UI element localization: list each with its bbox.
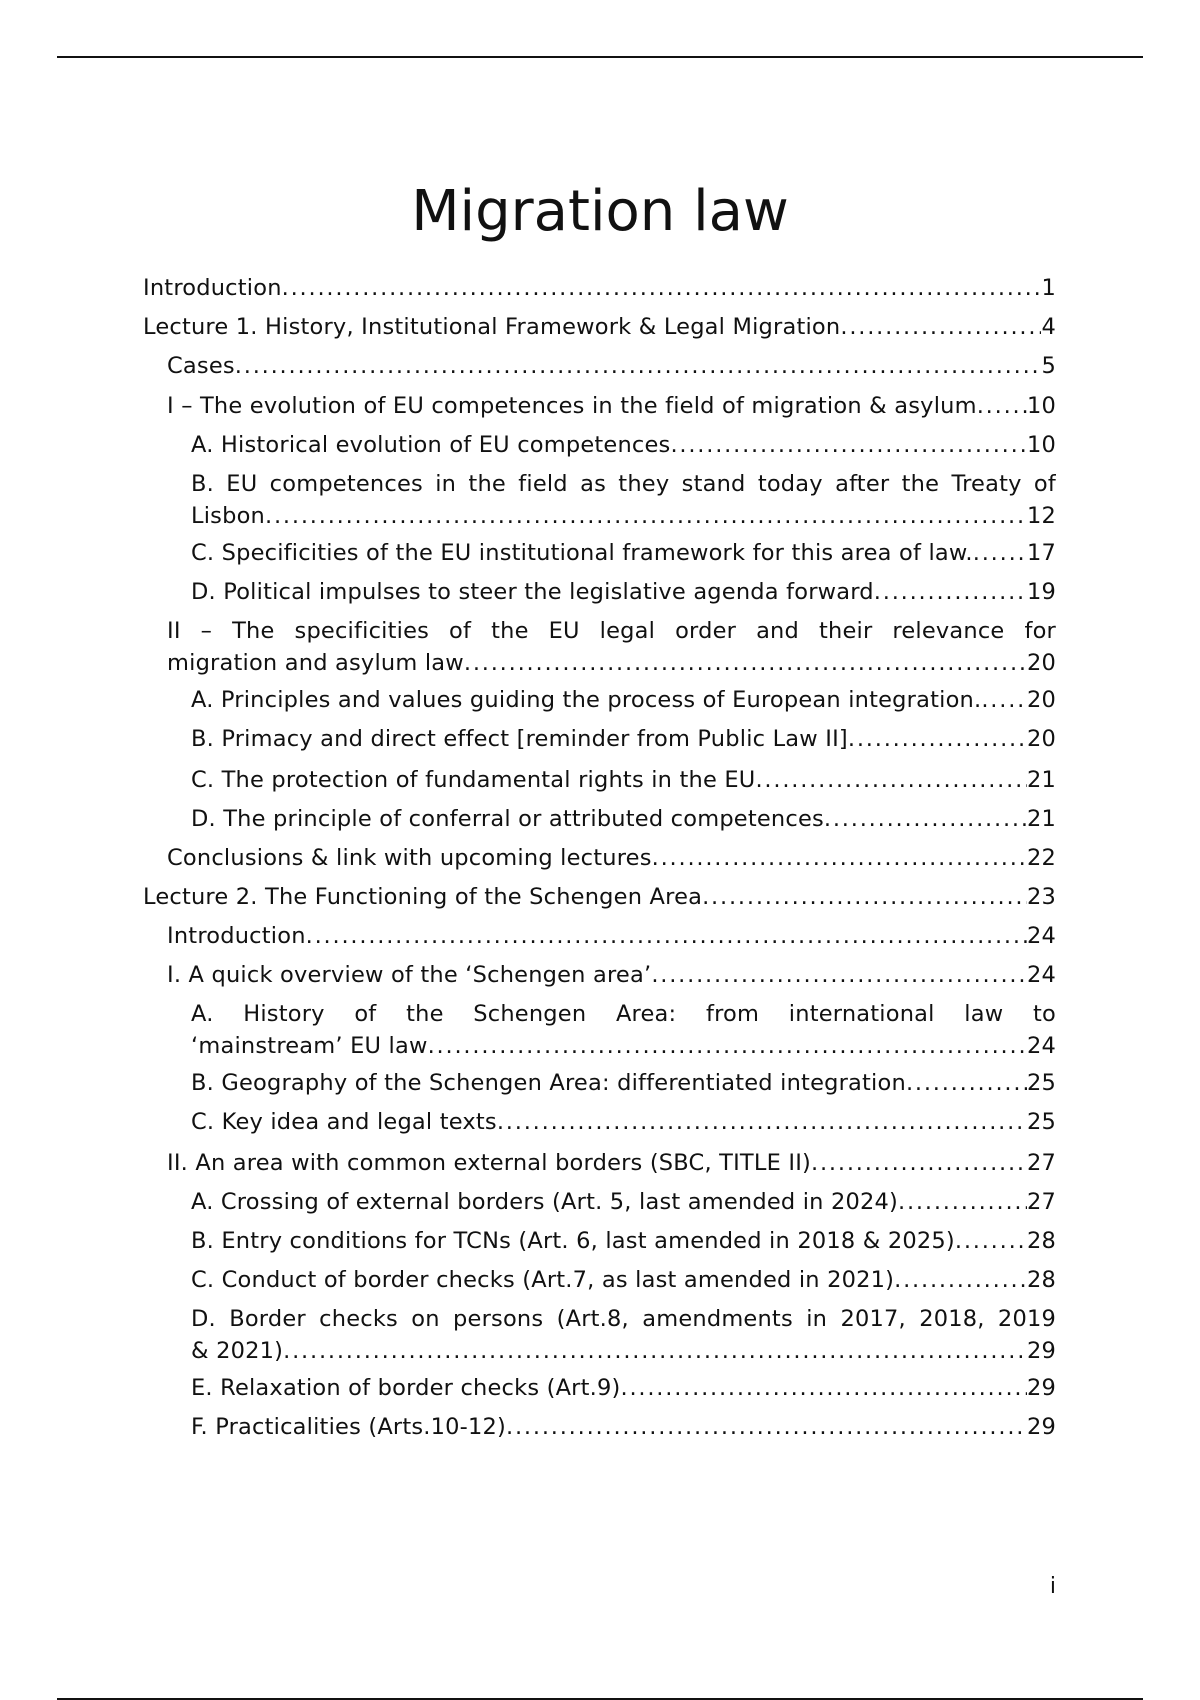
toc-entry-page: 29: [1026, 1375, 1056, 1401]
toc-entry-title: D. Political impulses to steer the legislative agenda forward: [191, 579, 874, 605]
toc-entry-page: 20: [1026, 687, 1056, 713]
toc-entry-page: 20: [1026, 650, 1056, 676]
toc-entry-title: I. A quick overview of the ‘Schengen area’: [167, 962, 652, 988]
toc-entry[interactable]: [191, 1106, 1056, 1138]
dot-leader: [840, 311, 1041, 343]
dot-leader: [955, 1225, 1027, 1257]
dot-leader: [898, 1186, 1027, 1218]
dot-leader: [621, 1372, 1027, 1404]
toc-entry-page: 12: [1026, 503, 1056, 529]
dot-leader: [306, 920, 1027, 952]
dot-leader: [906, 1067, 1027, 1099]
toc-entry-title: migration and asylum law: [167, 650, 464, 676]
toc-entry-page: 27: [1026, 1189, 1056, 1215]
toc-entry[interactable]: [191, 1411, 1056, 1443]
toc-entry-title: Lecture 1. History, Institutional Framework & Legal Migration: [143, 314, 841, 340]
toc-entry-title: C. Specificities of the EU institutional framework for this area of law.: [191, 540, 973, 566]
dot-leader: [848, 723, 1027, 755]
toc-entry-title: & 2021): [191, 1338, 284, 1364]
dot-leader: [506, 1411, 1027, 1443]
dot-leader: [265, 500, 1027, 532]
dot-leader: [973, 537, 1027, 569]
toc-entry-page: 17: [1026, 540, 1056, 566]
toc-entry-title: C. The protection of fundamental rights in the EU: [191, 767, 756, 793]
toc-entry[interactable]: [191, 1372, 1056, 1404]
toc-entry[interactable]: [191, 1303, 1056, 1367]
toc-entry-page: 21: [1026, 806, 1056, 832]
toc-entry[interactable]: [191, 1186, 1056, 1218]
toc-entry-title: Conclusions & link with upcoming lectures: [167, 845, 652, 871]
toc-entry-page: 23: [1026, 884, 1056, 910]
toc-entry[interactable]: [143, 881, 1056, 913]
toc-entry-title: A. Crossing of external borders (Art. 5, last amended in 2024): [191, 1189, 899, 1215]
toc-entry-page: 25: [1026, 1109, 1056, 1135]
toc-entry-title: Introduction: [143, 275, 282, 301]
toc-entry[interactable]: [143, 311, 1056, 343]
dot-leader: [981, 684, 1027, 716]
toc-entry-title: C. Key idea and legal texts: [191, 1109, 497, 1135]
toc-entry-title: F. Practicalities (Arts.10-12): [191, 1414, 507, 1440]
toc-entry[interactable]: [191, 764, 1056, 796]
toc-entry-title: E. Relaxation of border checks (Art.9): [191, 1375, 621, 1401]
dot-leader: [670, 429, 1027, 461]
toc-entry[interactable]: [191, 576, 1056, 608]
dot-leader: [428, 1030, 1027, 1062]
toc-entry-page: 1: [1041, 275, 1056, 301]
toc-entry-title: ‘mainstream’ EU law: [191, 1033, 428, 1059]
toc-entry-page: 20: [1026, 726, 1056, 752]
dot-leader: [874, 576, 1027, 608]
toc-entry-page: 29: [1026, 1414, 1056, 1440]
document-title: Migration law: [411, 178, 789, 244]
toc-entry[interactable]: [167, 1147, 1056, 1179]
toc-entry[interactable]: [167, 920, 1056, 952]
toc-entry[interactable]: [191, 998, 1056, 1062]
toc-entry-page: 24: [1026, 962, 1056, 988]
toc-entry-title: A. Historical evolution of EU competences: [191, 432, 671, 458]
toc-entry[interactable]: [167, 615, 1056, 679]
toc-entry-page: 28: [1026, 1228, 1056, 1254]
dot-leader: [464, 647, 1027, 679]
dot-leader: [977, 390, 1027, 422]
toc-entry-title: I – The evolution of EU competences in the field of migration & asylum: [167, 393, 977, 419]
toc-entry-title-line: II – The specificities of the EU legal order and their relevance for: [167, 618, 1056, 644]
toc-entry[interactable]: [167, 959, 1056, 991]
toc-entry-page: 4: [1041, 314, 1056, 340]
toc-entry-page: 24: [1026, 923, 1056, 949]
toc-entry-title: B. Primacy and direct effect [reminder from Public Law II]: [191, 726, 848, 752]
toc-entry[interactable]: [191, 537, 1056, 569]
toc-entry[interactable]: [191, 684, 1056, 716]
toc-entry[interactable]: [191, 803, 1056, 835]
toc-entry-title: Introduction: [167, 923, 306, 949]
dot-leader: [652, 842, 1027, 874]
dot-leader: [811, 1147, 1027, 1179]
toc-entry[interactable]: [191, 1264, 1056, 1296]
toc-entry-title-line: D. Border checks on persons (Art.8, amendments in 2017, 2018, 2019: [191, 1306, 1056, 1332]
toc-entry-title: C. Conduct of border checks (Art.7, as last amended in 2021): [191, 1267, 895, 1293]
toc-entry-title: D. The principle of conferral or attributed competences: [191, 806, 824, 832]
toc-entry-page: 27: [1026, 1150, 1056, 1176]
toc-entry-page: 10: [1026, 393, 1056, 419]
toc-entry-page: 29: [1026, 1338, 1056, 1364]
toc-entry-page: 28: [1026, 1267, 1056, 1293]
toc-entry[interactable]: [167, 842, 1056, 874]
dot-leader: [282, 272, 1042, 304]
dot-leader: [235, 350, 1042, 382]
toc-entry-title: A. Principles and values guiding the process of European integration.: [191, 687, 982, 713]
toc-entry[interactable]: [191, 723, 1056, 755]
toc-entry-page: 5: [1041, 353, 1056, 379]
toc-entry-page: 25: [1026, 1070, 1056, 1096]
page-number: i: [1049, 1574, 1056, 1599]
toc-entry-title-line: A. History of the Schengen Area: from international law to: [191, 1001, 1056, 1027]
dot-leader: [755, 764, 1027, 796]
toc-entry-page: 24: [1026, 1033, 1056, 1059]
toc-entry-page: 22: [1026, 845, 1056, 871]
toc-entry-title: Lisbon: [191, 503, 266, 529]
toc-entry-title: B. Geography of the Schengen Area: differentiated integration: [191, 1070, 906, 1096]
header-rule: [57, 56, 1143, 58]
toc-entry-page: 19: [1026, 579, 1056, 605]
toc-entry-title: Cases: [167, 353, 235, 379]
toc-entry[interactable]: [191, 1067, 1056, 1099]
dot-leader: [894, 1264, 1027, 1296]
toc-entry-title: B. Entry conditions for TCNs (Art. 6, last amended in 2018 & 2025): [191, 1228, 955, 1254]
toc-entry[interactable]: [191, 1225, 1056, 1257]
dot-leader: [651, 959, 1027, 991]
toc-entry-title: II. An area with common external borders (SBC, TITLE II): [167, 1150, 812, 1176]
toc-entry-title: Lecture 2. The Functioning of the Schengen Area: [143, 884, 703, 910]
toc-entry[interactable]: [167, 350, 1056, 382]
toc-entry[interactable]: [191, 429, 1056, 461]
dot-leader: [497, 1106, 1027, 1138]
toc-entry[interactable]: [167, 390, 1056, 422]
toc-entry-page: 21: [1026, 767, 1056, 793]
dot-leader: [824, 803, 1027, 835]
toc-entry-title-line: B. EU competences in the field as they stand today after the Treaty of: [191, 471, 1056, 497]
toc-entry-page: 10: [1026, 432, 1056, 458]
dot-leader: [283, 1335, 1027, 1367]
dot-leader: [702, 881, 1027, 913]
toc-entry[interactable]: [143, 272, 1056, 304]
toc-entry[interactable]: [191, 468, 1056, 532]
